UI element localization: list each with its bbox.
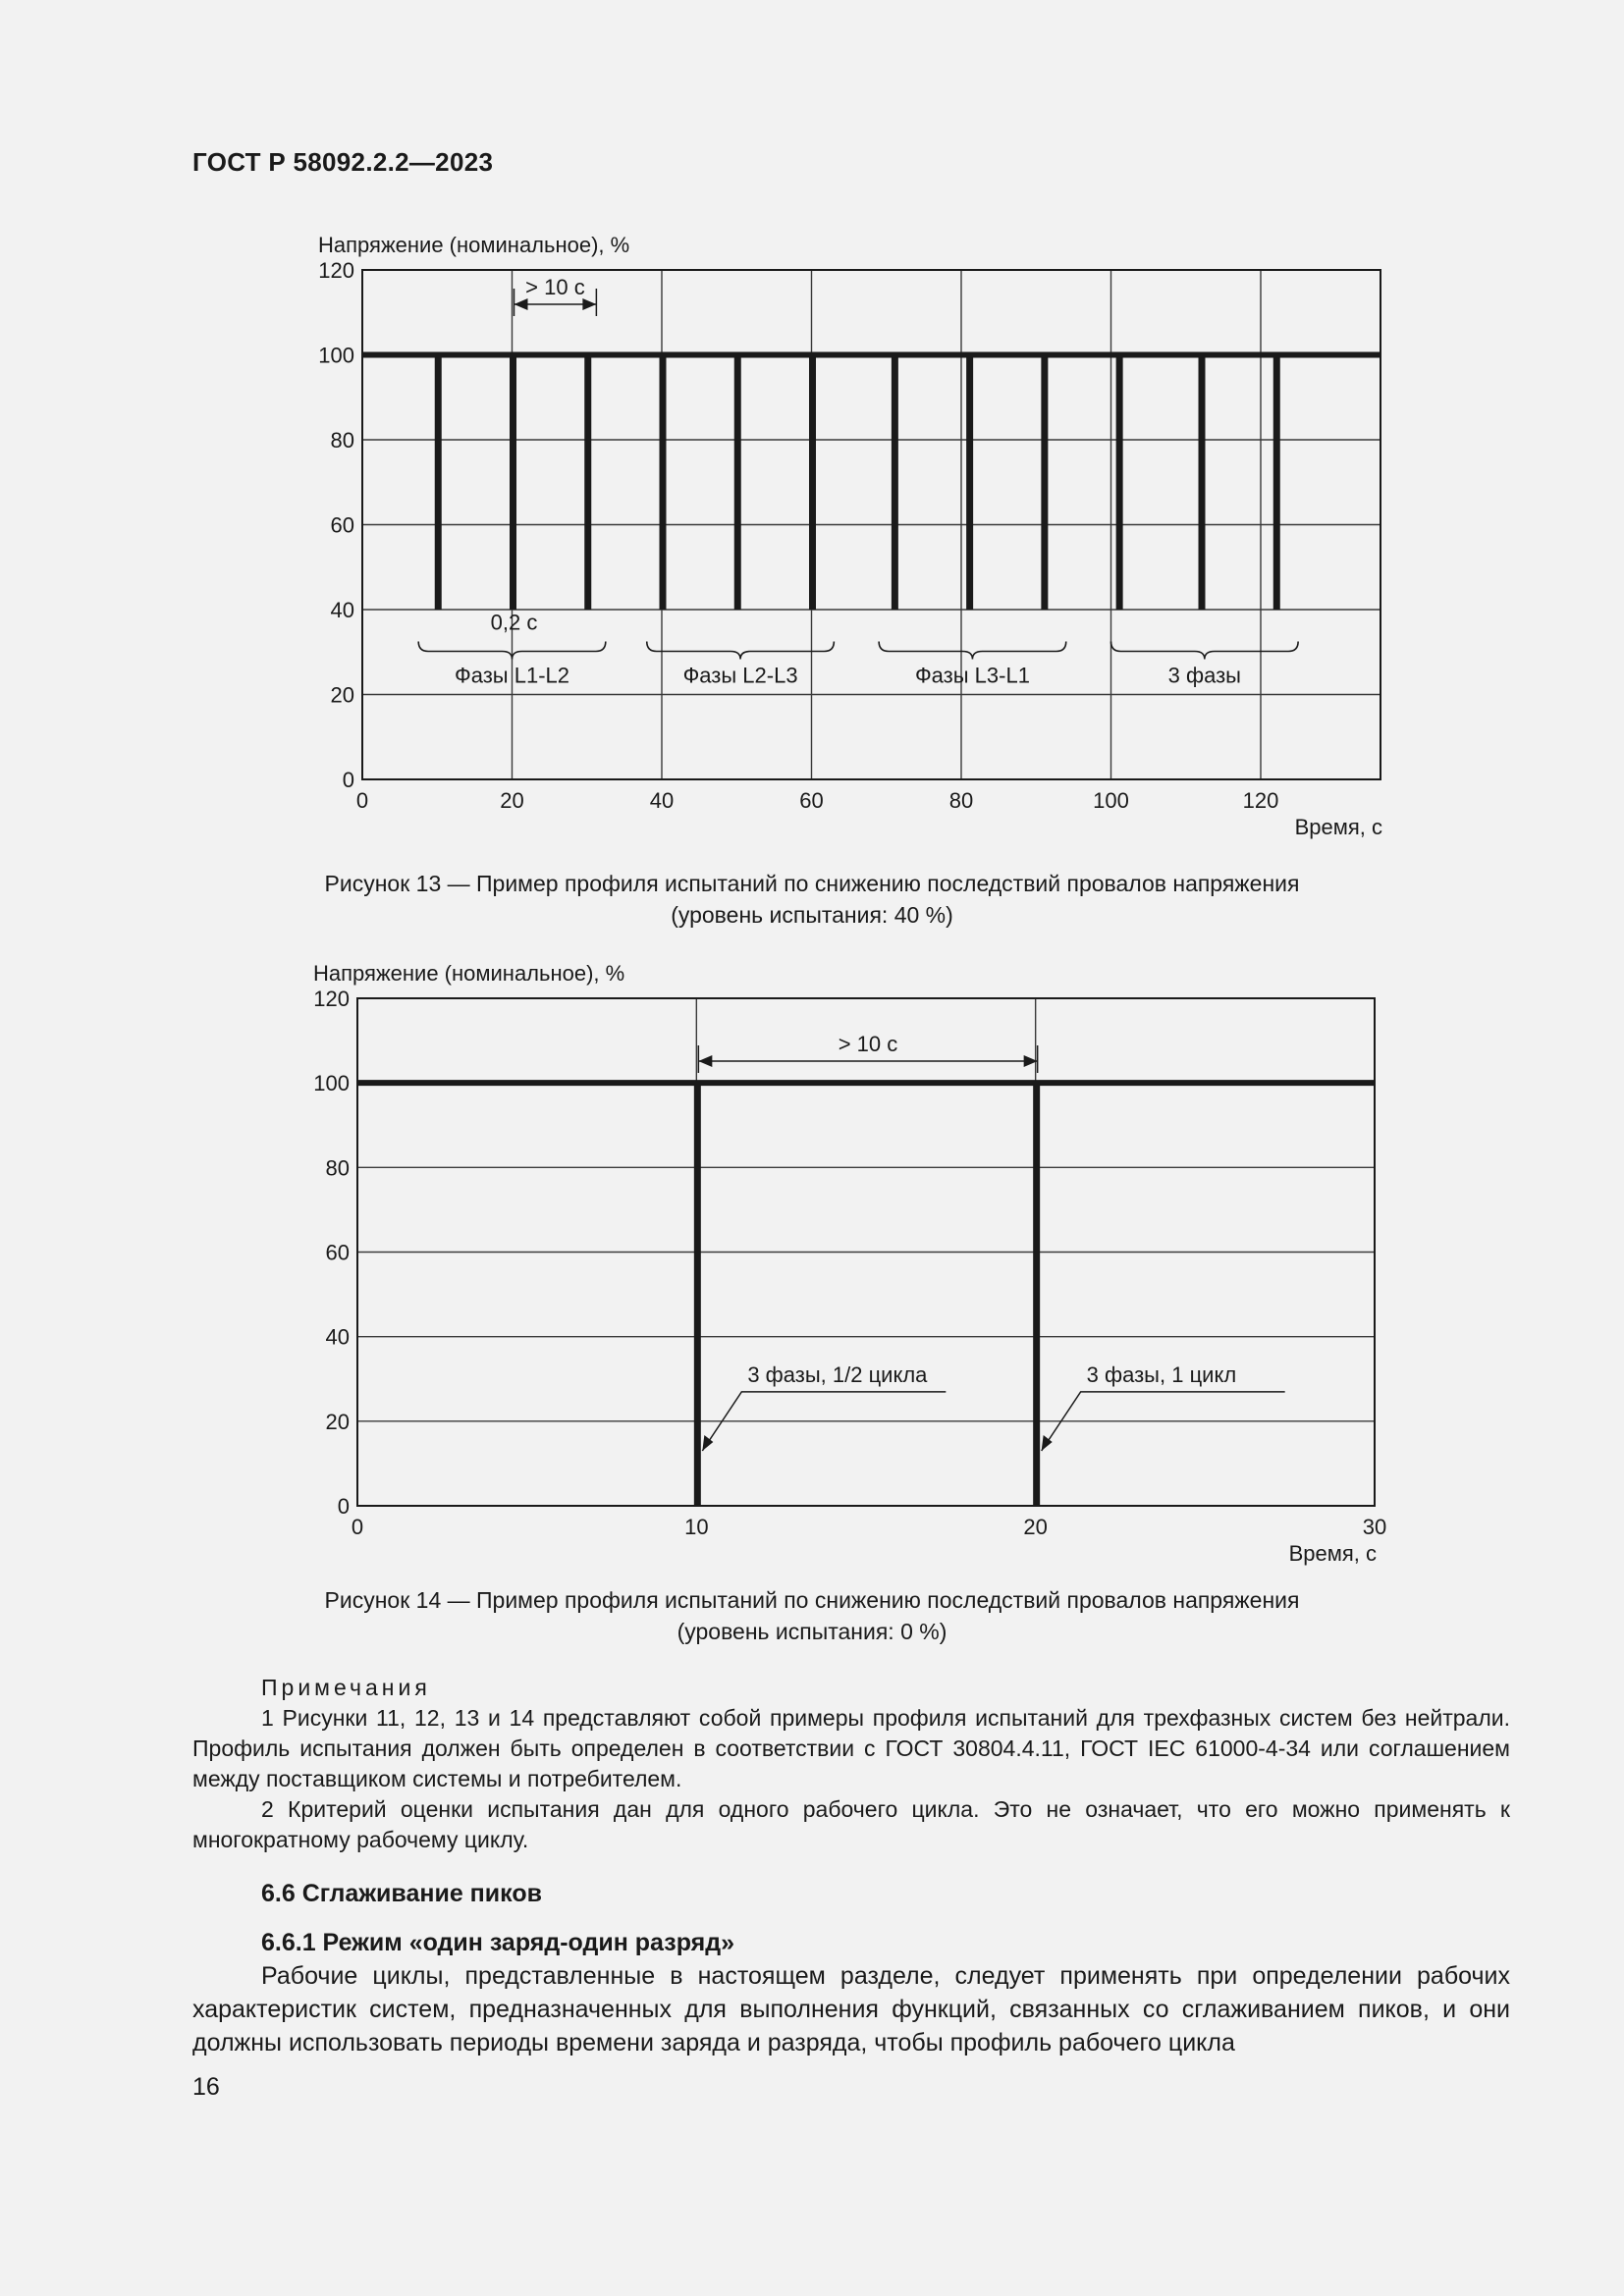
fig14-callout-label: 3 фазы, 1 цикл	[1086, 1362, 1237, 1387]
notes-title: Примечания	[261, 1675, 431, 1700]
fig14-span-arrow-left	[698, 1055, 712, 1067]
page-number: 16	[192, 2073, 220, 2101]
note-2: 2 Критерий оценки испытания дан для одного рабочего цикла. Это не означает, что его можно применять к многократному рабочему циклу.	[192, 1796, 1510, 1852]
figure-14-caption-line1: Рисунок 14 — Пример профиля испытаний по снижению последствий провалов напряжения	[324, 1587, 1300, 1613]
fig13-y-tick-label: 40	[330, 598, 354, 622]
figure-14-caption	[192, 1584, 1432, 1647]
fig13-x-tick-label: 120	[1242, 788, 1279, 813]
fig13-y-tick-label: 120	[318, 258, 354, 283]
fig14-span-label: > 10 с	[838, 1032, 898, 1056]
fig14-x-tick-label: 20	[1023, 1515, 1048, 1539]
section-6-6-title: 6.6 Сглаживание пиков	[261, 1880, 542, 1907]
fig14-y-tick-label: 120	[313, 987, 350, 1011]
fig13-span-label: > 10 с	[525, 275, 585, 299]
fig13-group-brace	[1111, 642, 1299, 660]
fig13-group-label: 3 фазы	[1167, 663, 1241, 688]
fig14-y-tick-label: 80	[325, 1155, 350, 1181]
fig13-y-tick-label: 80	[330, 428, 354, 453]
section-6-6-1-body: Рабочие циклы, представленные в настоящем разделе, следует применять при определении рабочих характеристик систем, предназначенных для выполнения функций, связанных со сглаживанием пиков, и они должны использовать периоды времени заряда и разряда, чтобы профиль рабочего цикла	[192, 1962, 1510, 2056]
figure-14-chart	[0, 942, 1624, 1571]
fig13-group-label: Фазы L1-L2	[455, 663, 569, 688]
fig14-x-tick-label: 30	[1362, 1515, 1387, 1539]
fig13-y-tick-label: 60	[330, 512, 354, 538]
document-header: ГОСТ Р 58092.2.2—2023	[192, 147, 494, 177]
fig14-y-tick-label: 20	[325, 1409, 350, 1434]
fig13-x-tick-label: 80	[948, 788, 974, 813]
figure-13-chart	[0, 216, 1624, 854]
figure-13-caption	[192, 868, 1432, 931]
fig14-x-tick-label: 10	[684, 1515, 709, 1539]
fig13-x-axis-label: Время, с	[1294, 815, 1382, 839]
fig13-group-label: Фазы L3-L1	[914, 663, 1030, 688]
fig14-y-tick-label: 60	[325, 1240, 350, 1265]
note-1: 1 Рисунки 11, 12, 13 и 14 представляют собой примеры профиля испытаний для трехфазных систем без нейтрали. Профиль испытания должен быть определен в соответствии с ГОСТ 30804.4.11, ГОСТ IEC 61000-4-34 или соглашением между поставщиком системы и потребителем.	[192, 1705, 1510, 1791]
fig13-x-tick-label: 20	[500, 788, 524, 813]
fig13-group-brace	[647, 642, 835, 660]
figure-14-caption-line2: (уровень испытания: 0 %)	[677, 1619, 947, 1644]
fig14-y-axis-label: Напряжение (номинальное), %	[313, 961, 625, 986]
figure-13-caption-line2: (уровень испытания: 40 %)	[671, 902, 953, 928]
fig13-y-tick-label: 100	[318, 343, 354, 368]
fig13-dip-width-label: 0,2 с	[490, 610, 538, 635]
fig13-span-arrow-right	[582, 298, 596, 310]
fig13-x-tick-label: 0	[355, 788, 369, 813]
fig13-x-tick-label: 100	[1093, 788, 1129, 813]
fig14-y-tick-label: 40	[325, 1324, 350, 1350]
fig14-x-tick-label: 0	[351, 1515, 364, 1539]
fig13-group-label: Фазы L2-L3	[682, 663, 798, 688]
fig13-span-arrow-left	[514, 298, 528, 310]
fig14-x-axis-label: Время, с	[1288, 1541, 1377, 1566]
fig14-y-tick-label: 0	[337, 1494, 350, 1519]
fig13-group-brace	[879, 642, 1066, 660]
fig13-y-tick-label: 20	[330, 682, 354, 708]
fig13-x-tick-label: 40	[649, 788, 675, 813]
notes-block	[192, 1673, 1510, 1855]
fig14-y-tick-label: 100	[313, 1071, 350, 1096]
fig13-x-tick-label: 60	[799, 788, 824, 813]
section-6-6-1-title: 6.6.1 Режим «один заряд-один разряд»	[261, 1929, 734, 1956]
fig13-y-axis-label: Напряжение (номинальное), %	[318, 233, 630, 257]
fig14-callout-label: 3 фазы, 1/2 цикла	[747, 1362, 928, 1387]
figure-13-caption-line1: Рисунок 13 — Пример профиля испытаний по снижению последствий провалов напряжения	[324, 871, 1300, 896]
fig13-y-tick-label: 0	[342, 768, 354, 792]
